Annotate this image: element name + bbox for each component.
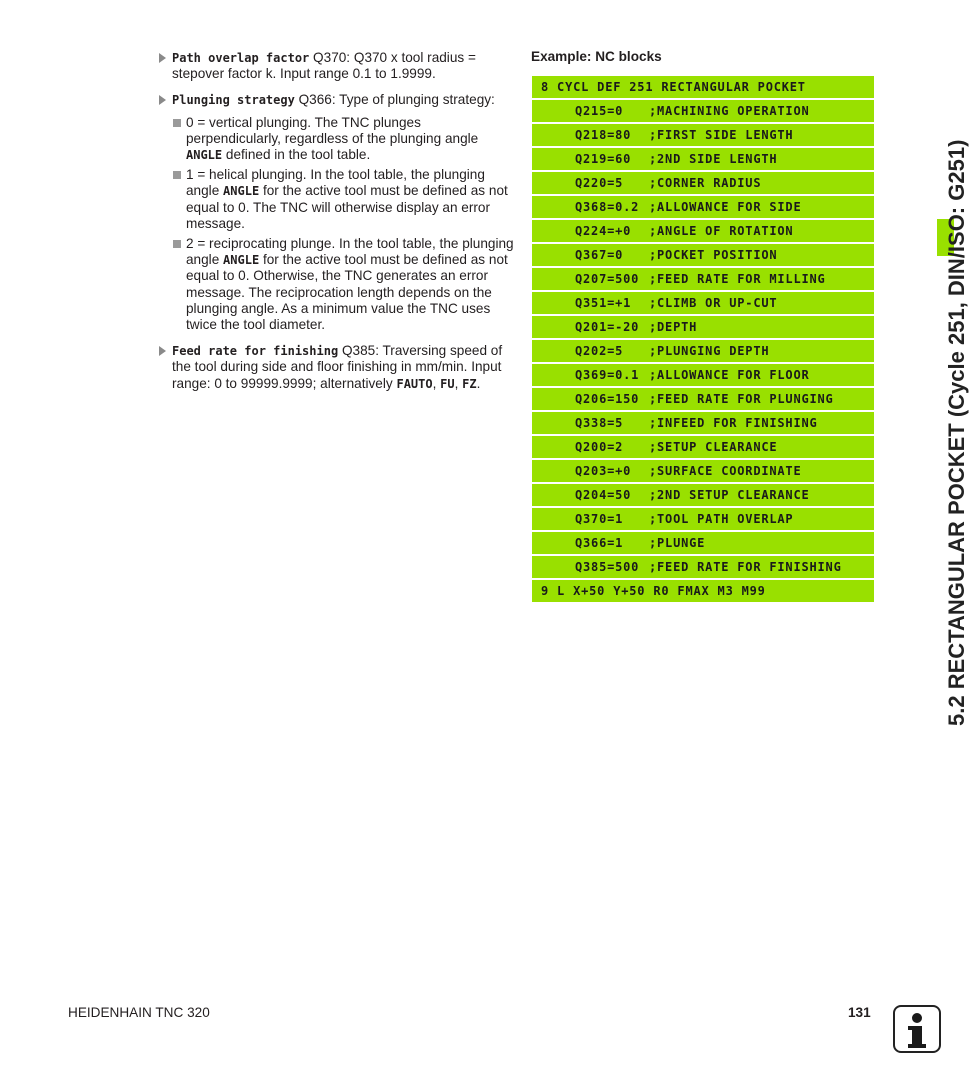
nc-code: Q351=+1 [575,296,632,310]
nc-row [532,292,874,314]
nc-comment: ;CLIMB OR UP-CUT [649,296,778,310]
page-number: 131 [848,1005,871,1020]
nc-row [532,172,874,194]
nc-code: Q206=150 [575,392,640,406]
nc-code: Q385=500 [575,560,640,574]
nc-code: Q200=2 [575,440,624,454]
nc-comment: ;TOOL PATH OVERLAP [649,512,794,526]
nc-code: Q220=5 [575,176,624,190]
nc-code: Q366=1 [575,536,624,550]
nc-comment: ;PLUNGING DEPTH [649,344,770,358]
parameter-descriptions [158,50,514,402]
list-item: 1 = helical plunging. In the tool table, the plunging angle ANGLE for the active tool must be defined as not equal to 0. The TNC will otherwise display an error message. [172,167,514,232]
nc-code: Q368=0.2 [575,200,640,214]
arrow-right-icon [159,53,166,63]
nc-code: Q338=5 [575,416,624,430]
nc-blocks [532,76,874,604]
nc-code: Q215=0 [575,104,624,118]
nc-row [532,556,874,578]
nc-row [532,124,874,146]
param-text: Q366: Type of plunging strategy: [294,92,495,108]
nc-row [532,244,874,266]
bullet-square-icon [173,171,181,179]
info-icon [893,1005,941,1053]
nc-comment: ;INFEED FOR FINISHING [649,416,818,430]
nc-comment: ;SETUP CLEARANCE [649,440,778,454]
nc-row [532,148,874,170]
nc-comment: ;DEPTH [649,320,698,334]
nc-comment: ;2ND SETUP CLEARANCE [649,488,810,502]
nc-block-last: 9 L X+50 Y+50 R0 FMAX M3 M99 [532,580,874,602]
nc-code: Q219=60 [575,152,632,166]
plunge-options-list [172,115,514,334]
list-item: 0 = vertical plunging. The TNC plunges perpendicularly, regardless of the plunging angle ANGLE defined in the tool table. [172,115,514,164]
nc-comment: ;2ND SIDE LENGTH [649,152,778,166]
param-plunging-strategy [158,92,514,108]
nc-code: Q369=0.1 [575,368,640,382]
nc-row [532,460,874,482]
nc-code: Q207=500 [575,272,640,286]
nc-parameter-list [532,100,874,578]
nc-code: Q370=1 [575,512,624,526]
nc-comment: ;MACHINING OPERATION [649,104,810,118]
nc-row [532,268,874,290]
param-feed-finishing: Feed rate for finishing Q385: Traversing speed of the tool during side and floor finishing in mm/min. Input range: 0 to 99999.9999; alternatively FAUTO, FU, FZ. [158,343,514,392]
nc-row [532,220,874,242]
nc-code: Q202=5 [575,344,624,358]
nc-code: Q203=+0 [575,464,632,478]
param-name: Feed rate for finishing [172,344,339,359]
nc-code: Q224=+0 [575,224,632,238]
nc-comment: ;SURFACE COORDINATE [649,464,802,478]
param-name: Path overlap factor [172,51,310,65]
nc-comment: ;POCKET POSITION [649,248,778,262]
param-name: Plunging strategy [172,93,295,108]
nc-code: Q204=50 [575,488,632,502]
running-head: 5.2 RECTANGULAR POCKET (Cycle 251, DIN/ISO: G251) [944,139,969,726]
nc-row [532,532,874,554]
list-item: 2 = reciprocating plunge. In the tool table, the plunging angle ANGLE for the active tool must be defined as not equal to 0. Otherwise, the TNC generates an error message. The reciprocation length depends on the plunging angle. As a minimum value the TNC uses twice the tool diameter. [172,236,514,333]
nc-code: Q218=80 [575,128,632,142]
bullet-square-icon [173,119,181,127]
nc-row [532,484,874,506]
nc-comment: ;ANGLE OF ROTATION [649,224,794,238]
nc-code: Q367=0 [575,248,624,262]
nc-row [532,340,874,362]
nc-comment: ;CORNER RADIUS [649,176,762,190]
arrow-right-icon [159,95,166,105]
nc-row [532,412,874,434]
nc-comment: ;FIRST SIDE LENGTH [649,128,794,142]
nc-comment: ;ALLOWANCE FOR FLOOR [649,368,810,382]
nc-row [532,316,874,338]
nc-comment: ;FEED RATE FOR PLUNGING [649,392,834,406]
nc-code: Q201=-20 [575,320,640,334]
arrow-right-icon [159,346,166,356]
nc-row [532,196,874,218]
nc-comment: ;ALLOWANCE FOR SIDE [649,200,802,214]
nc-comment: ;FEED RATE FOR FINISHING [649,560,842,574]
example-title: Example: NC blocks [531,49,662,64]
nc-row [532,436,874,458]
nc-row [532,388,874,410]
nc-row [532,364,874,386]
nc-row [532,508,874,530]
nc-block-first: 8 CYCL DEF 251 RECTANGULAR POCKET [532,76,874,98]
bullet-square-icon [173,240,181,248]
param-text: Q370: Q370 x tool radius = stepover factor k. Input range 0.1 to 1.9999. [172,50,476,82]
footer-manual-name: HEIDENHAIN TNC 320 [68,1005,210,1020]
nc-comment: ;PLUNGE [649,536,706,550]
param-path-overlap [158,50,514,82]
nc-comment: ;FEED RATE FOR MILLING [649,272,826,286]
nc-row [532,100,874,122]
